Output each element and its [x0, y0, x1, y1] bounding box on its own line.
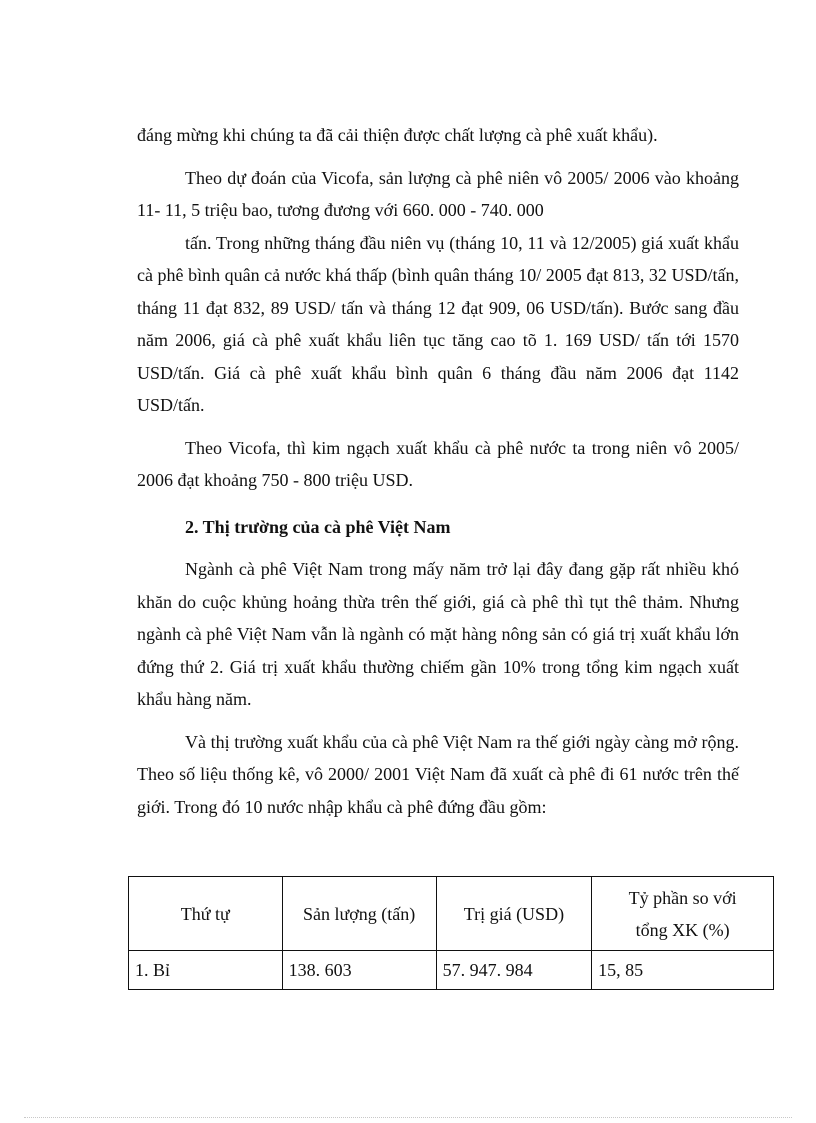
table-row	[129, 951, 774, 990]
page-bottom-divider	[24, 1117, 792, 1118]
paragraph-export-turnover: Theo Vicofa, thì kim ngạch xuất khẩu cà phê nước ta trong niên vô 2005/ 2006 đạt khoảng 750 - 800 triệu USD.	[137, 437, 739, 490]
header-volume: Sản lượng (tấn)	[282, 877, 436, 951]
table-header-row	[129, 877, 774, 951]
document-body	[137, 119, 739, 823]
paragraph-export-markets: Và thị trường xuất khẩu của cà phê Việt Nam ra thế giới ngày càng mở rộng. Theo số liệu thống kê, vô 2000/ 2001 Việt Nam đã xuất cà phê đi 61 nước trên thế giới. Trong đó 10 nước nhập khẩu cà phê đứng đầu gồm:	[137, 731, 739, 817]
cell-share: 15, 85	[592, 951, 774, 990]
section-heading: 2. Thị trường của cà phê Việt Nam	[185, 516, 451, 537]
paragraph-quality-improvement: đáng mừng khi chúng ta đã cải thiện được chất lượng cà phê xuất khẩu).	[137, 125, 658, 145]
cell-value: 57. 947. 984	[436, 951, 592, 990]
cell-order: 1. Bỉ	[129, 951, 283, 990]
header-share-line1: Tỷ phần so với	[628, 887, 737, 908]
paragraph-export-prices: tấn. Trong những tháng đầu niên vụ (tháng 10, 11 và 12/2005) giá xuất khẩu cà phê bình quân cả nước khá thấp (bình quân tháng 10/ 2005 đạt 813, 32 USD/tấn, tháng 11 đạt 832, 89 USD/ tấn và tháng 12 đạt 909, 06 USD/tấn). Bước sang đầu năm 2006, giá cà phê xuất khẩu liên tục tăng cao tõ 1. 169 USD/ tấn tới 1570 USD/tấn. Giá cà phê xuất khẩu bình quân 6 tháng đầu năm 2006 đạt 1142 USD/tấn.	[137, 232, 739, 415]
paragraph-vicofa-forecast: Theo dự đoán của Vicofa, sản lượng cà phê niên vô 2005/ 2006 vào khoảng 11- 11, 5 triệu bao, tương đương với 660. 000 - 740. 000	[137, 167, 739, 220]
header-share	[592, 877, 774, 951]
header-share-line2: tổng XK (%)	[635, 919, 730, 940]
header-order: Thứ tự	[129, 877, 283, 951]
cell-volume: 138. 603	[282, 951, 436, 990]
header-value: Trị giá (USD)	[436, 877, 592, 951]
paragraph-industry-difficulties: Ngành cà phê Việt Nam trong mấy năm trở lại đây đang gặp rất nhiều khó khăn do cuộc khủng hoảng thừa trên thế giới, giá cà phê thì tụt thê thảm. Nhưng ngành cà phê Việt Nam vẫn là ngành có mặt hàng nông sản có giá trị xuất khẩu lớn đứng thứ 2. Giá trị xuất khẩu thường chiếm gần 10% trong tổng kim ngạch xuất khẩu hàng năm.	[137, 559, 739, 709]
import-countries-table	[128, 876, 774, 990]
